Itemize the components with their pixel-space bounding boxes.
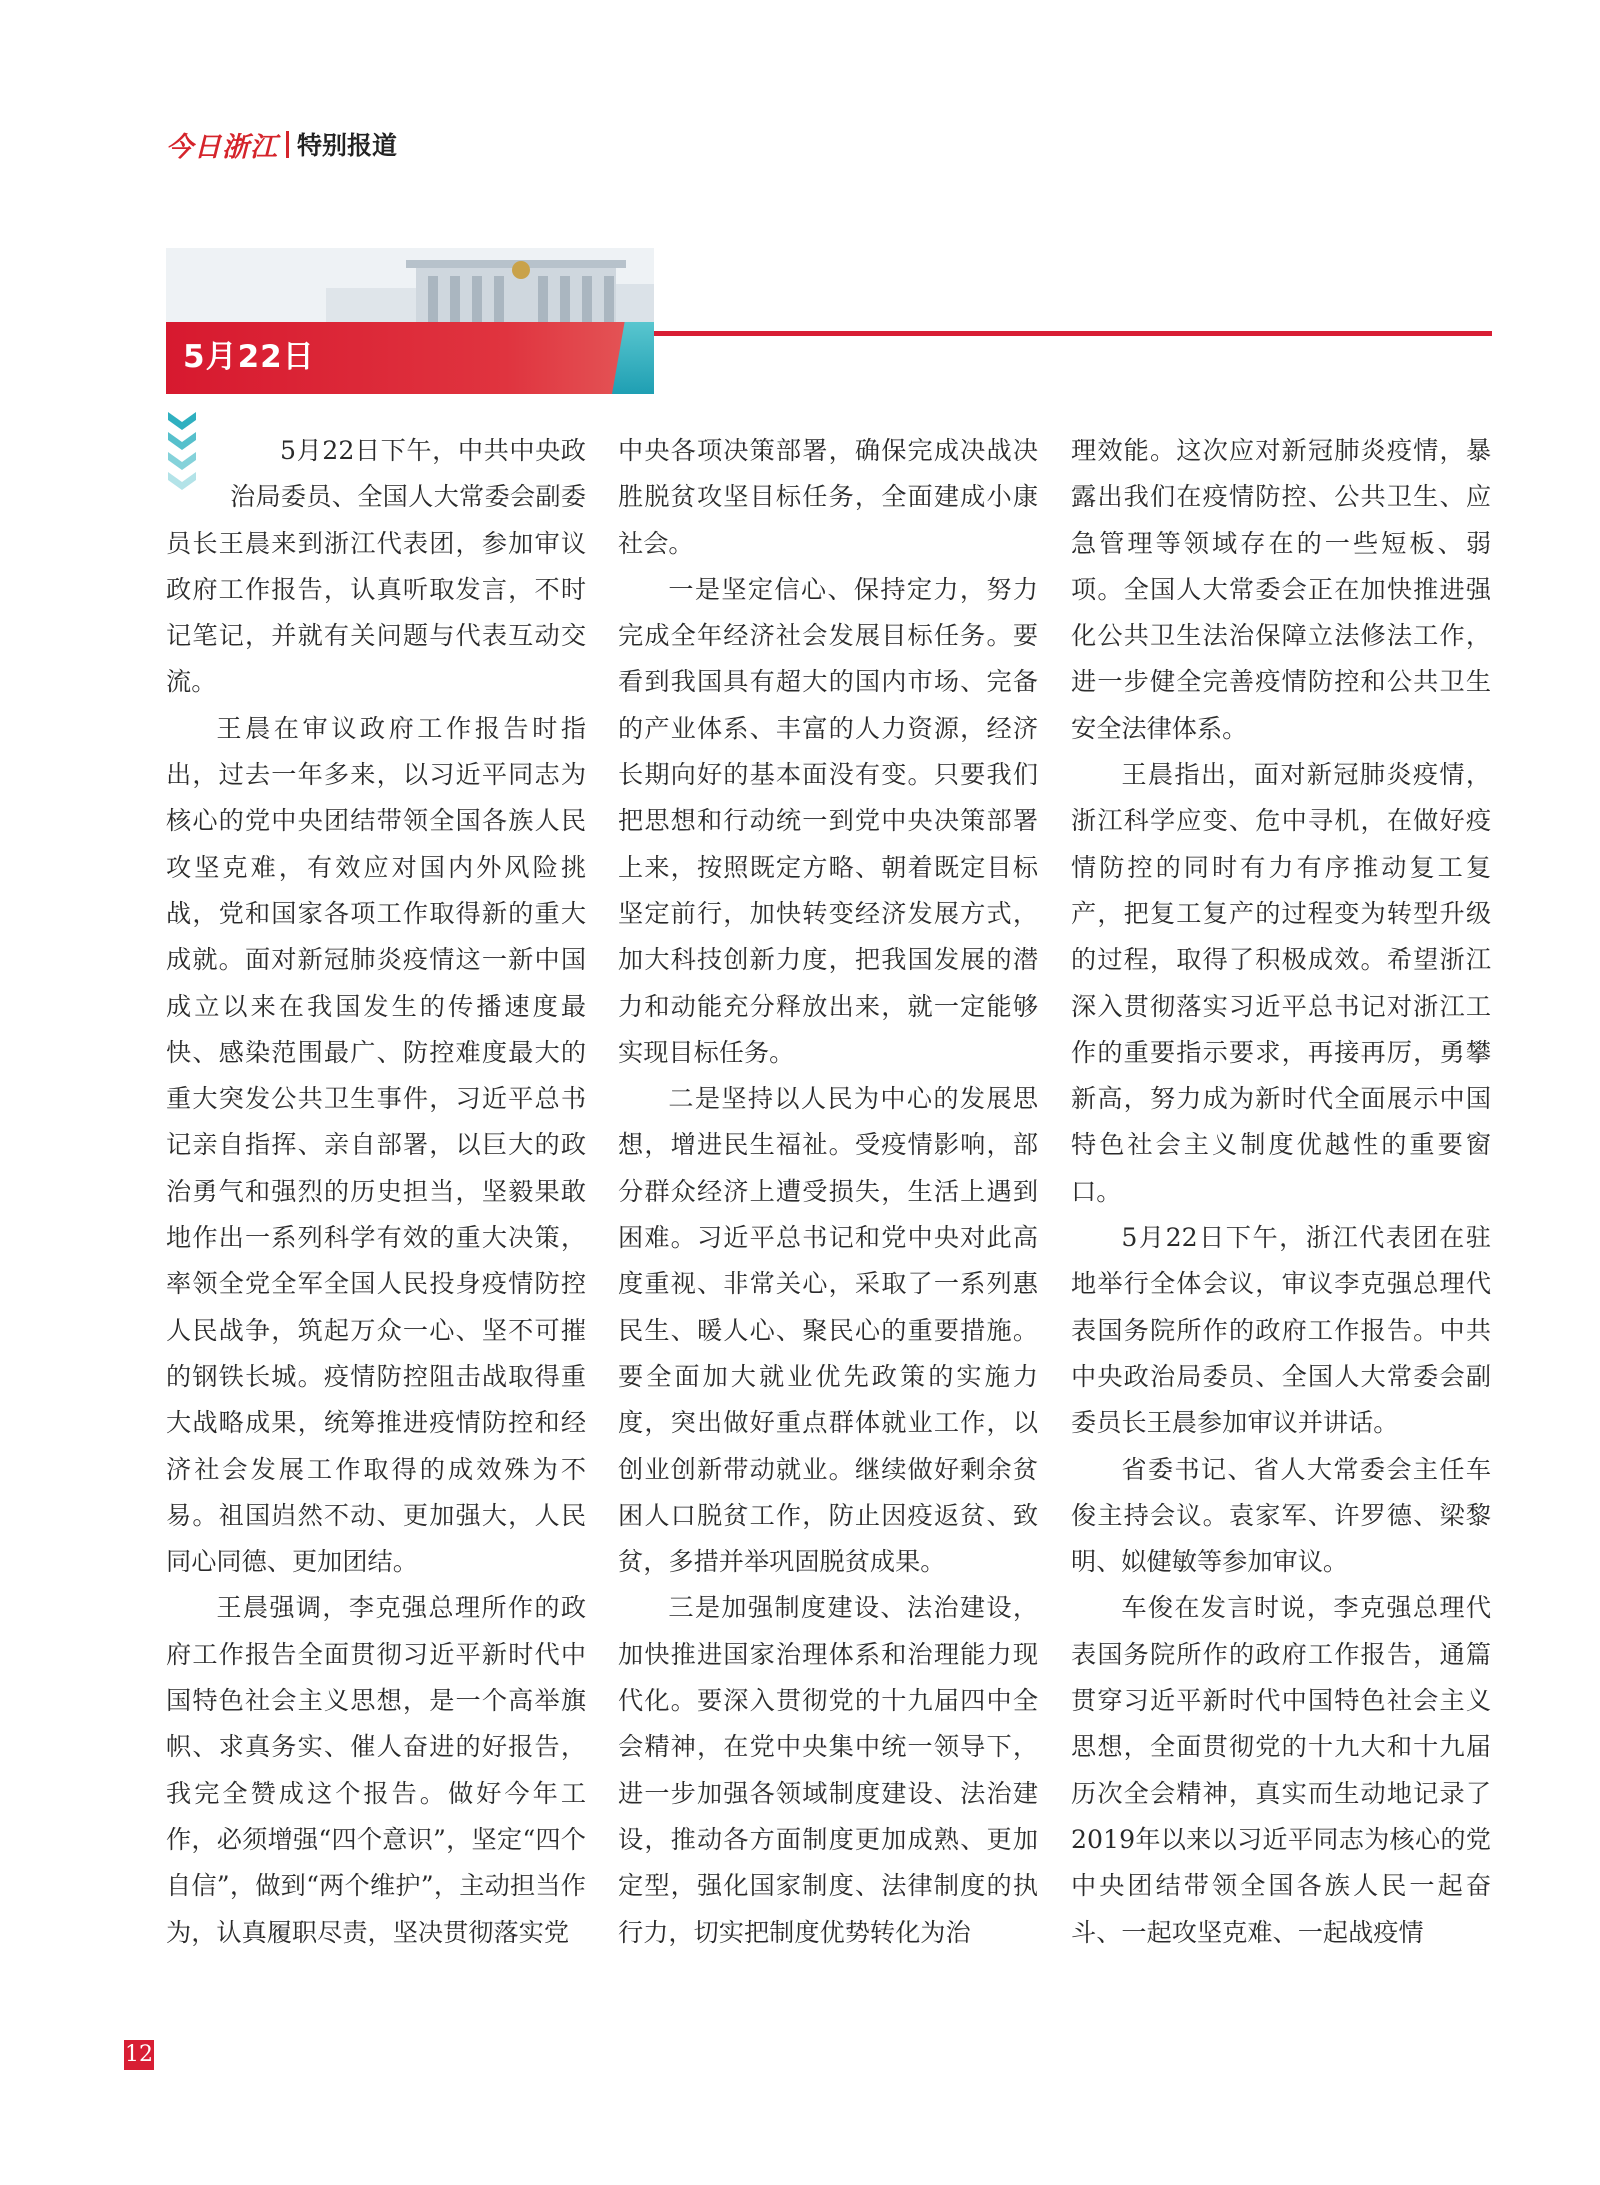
paragraph: 省委书记、省人大常委会主任车俊主持会议。袁家军、许罗德、梁黎明、姒健敏等参加审议。 xyxy=(1071,1454,1491,1577)
paragraph: 理效能。这次应对新冠肺炎疫情，暴露出我们在疫情防控、公共卫生、应急管理等领域存在的一些短板、弱项。全国人大常委会正在加快推进强化公共卫生法治保障立法修法工作，进一步健全完善疫情防控和公共卫生安全法律体系。 xyxy=(1071,436,1491,743)
paragraph: 车俊在发言时说，李克强总理代表国务院所作的政府工作报告，通篇贯穿习近平新时代中国特色社会主义思想，全面贯彻党的十九大和十九届历次全会精神，真实而生动地记录了2019年以来以习近平同志为核心的党中央团结带领全国各族人民一起奋斗、一起攻坚克难、一起战疫情 xyxy=(1071,1593,1491,1947)
paragraph: 一是坚定信心、保持定力，努力完成全年经济社会发展目标任务。要看到我国具有超大的国内市场、完备的产业体系、丰富的人力资源，经济长期向好的基本面没有变。只要我们把思想和行动统一到党中央决策部署上来，按照既定方略、朝着既定目标坚定前行，加快转变经济发展方式，加大科技创新力度，把我国发展的潜力和动能充分释放出来，就一定能够实现目标任务。 xyxy=(618,574,1038,1067)
magazine-logo: 今日浙江 xyxy=(166,131,278,163)
page-number: 12 xyxy=(124,2040,154,2070)
article-column-1 xyxy=(166,428,586,1956)
paragraph: 中央各项决策部署，确保完成决战决胜脱贫攻坚目标任务，全面建成小康社会。 xyxy=(618,436,1038,558)
paragraph: 王晨在审议政府工作报告时指出，过去一年多来，以习近平同志为核心的党中央团结带领全国各族人民攻坚克难，有效应对国内外风险挑战，党和国家各项工作取得新的重大成就。面对新冠肺炎疫情这一新中国成立以来在我国发生的传播速度最快、感染范围最广、防控难度最大的重大突发公共卫生事件，习近平总书记亲自指挥、亲自部署，以巨大的政治勇气和强烈的历史担当，坚毅果敢地作出一系列科学有效的重大决策，率领全党全军全国人民投身疫情防控人民战争，筑起万众一心、坚不可摧的钢铁长城。疫情防控阻击战取得重大战略成果，统筹推进疫情防控和经济社会发展工作取得的成效殊为不易。祖国岿然不动、更加强大，人民同心同德、更加团结。 xyxy=(166,713,586,1577)
header-divider xyxy=(286,131,289,158)
paragraph: 王晨指出，面对新冠肺炎疫情，浙江科学应变、危中寻机，在做好疫情防控的同时有力有序推动复工复产，把复工复产的过程变为转型升级的过程，取得了积极成效。希望浙江深入贯彻落实习近平总书记对浙江工作的重要指示要求，再接再厉，勇攀新高，努力成为新时代全面展示中国特色社会主义制度优越性的重要窗口。 xyxy=(1071,760,1491,1206)
paragraph: 5月22日下午，中共中央政治局委员、全国人大常委会副委员长王晨来到浙江代表团，参加审议政府工作报告，认真听取发言，不时记笔记，并就有关问题与代表互动交流。 xyxy=(166,436,586,697)
building-banner-image xyxy=(166,248,654,330)
paragraph: 二是坚持以人民为中心的发展思想，增进民生福祉。受疫情影响，部分群众经济上遭受损失，生活上遇到困难。习近平总书记和党中央对此高度重视、非常关心，采取了一系列惠民生、暖人心、聚民心的重要措施。要全面加大就业优先政策的实施力度，突出做好重点群体就业工作，以创业创新带动就业。继续做好剩余贫困人口脱贫工作，防止因疫返贫、致贫，多措并举巩固脱贫成果。 xyxy=(618,1084,1038,1577)
header-rule xyxy=(650,331,1492,336)
paragraph: 三是加强制度建设、法治建设，加快推进国家治理体系和治理能力现代化。要深入贯彻党的十九届四中全会精神，在党中央集中统一领导下，进一步加强各领域制度建设、法治建设，推动各方面制度更加成熟、更加定型，强化国家制度、法律制度的执行力，切实把制度优势转化为治 xyxy=(618,1593,1038,1947)
section-title: 特别报道 xyxy=(297,131,398,160)
article-column-2 xyxy=(618,428,1038,1956)
article-column-3 xyxy=(1071,428,1491,1956)
page-header xyxy=(166,124,397,164)
paragraph: 王晨强调，李克强总理所作的政府工作报告全面贯彻习近平新时代中国特色社会主义思想，是一个高举旗帜、求真务实、催人奋进的好报告，我完全赞成这个报告。做好今年工作，必须增强“四个意识”，坚定“四个自信”，做到“两个维护”，主动担当作为，认真履职尽责，坚决贯彻落实党 xyxy=(166,1593,586,1947)
date-label: 5月22日 xyxy=(183,339,315,375)
paragraph: 5月22日下午，浙江代表团在驻地举行全体会议，审议李克强总理代表国务院所作的政府工作报告。中共中央政治局委员、全国人大常委会副委员长王晨参加审议并讲话。 xyxy=(1071,1223,1491,1438)
